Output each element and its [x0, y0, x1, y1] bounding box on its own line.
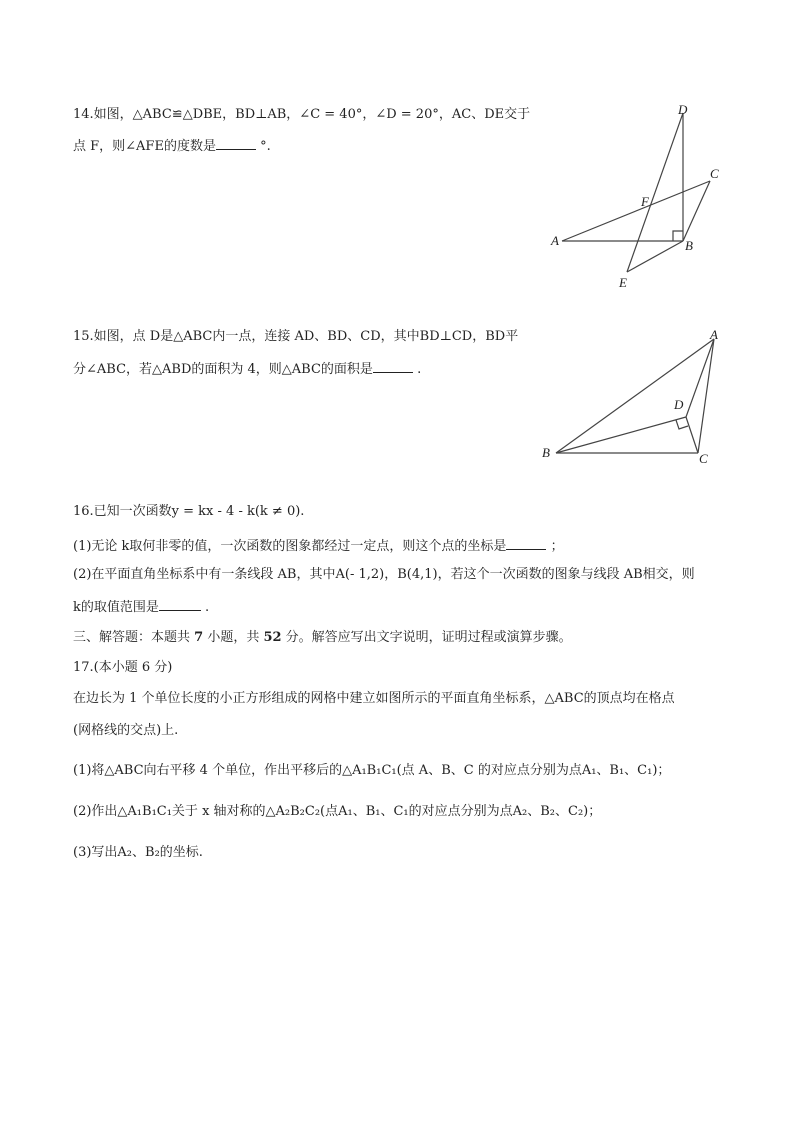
q16-part2: (2)在平面直角坐标系中有一条线段 AB，其中A(- 1,2)，B(4,1)，若这个一次函数的图象与线段 AB相交，则	[73, 567, 695, 582]
q16-part2b-text: k的取值范围是	[73, 600, 159, 615]
q14-right-angle-mark	[673, 231, 683, 241]
q14-answer-blank	[216, 136, 256, 150]
q14-line2-end: °.	[260, 139, 271, 154]
q15-segment-BD	[556, 417, 686, 453]
q15-segment-AC	[698, 339, 714, 453]
q14-label-E: E	[619, 275, 627, 290]
q17-intro1: 在边长为 1 个单位长度的小正方形组成的网格中建立如图所示的平面直角坐标系，△ABC的顶点均在格点	[73, 691, 675, 706]
q15-answer-blank	[373, 359, 413, 373]
q14-label-A: A	[551, 233, 559, 248]
q17-part1: (1)将△ABC向右平移 4 个单位，作出平移后的△A₁B₁C₁(点 A、B、C 的对应点分别为点A₁、B₁、C₁)；	[73, 763, 671, 778]
q14-line2-text: 点 F，则∠AFE的度数是	[73, 139, 216, 154]
q15-figure	[535, 322, 735, 472]
q15-line2-end: .	[417, 362, 422, 377]
q16-line1: 16.已知一次函数y = kx - 4 - k(k ≠ 0).	[73, 504, 305, 519]
q15-segment-DC	[686, 417, 698, 453]
q17-intro2: (网格线的交点)上.	[73, 723, 179, 738]
q15-segment-AB	[556, 339, 714, 453]
q14-segment-AC	[562, 181, 710, 241]
section3-heading	[73, 629, 572, 647]
q15-right-angle-mark	[676, 420, 688, 429]
q16-part1-end: ；	[550, 539, 564, 554]
section3-heading-c: 分。解答应写出文字说明，证明过程或演算步骤。	[281, 630, 572, 645]
q14-label-D: D	[678, 102, 688, 117]
q14-line2	[73, 136, 271, 156]
q16-part2b	[73, 597, 209, 617]
section3-heading-a: 三、解答题：本题共	[73, 630, 195, 645]
q16-part1-text: (1)无论 k取何非零的值，一次函数的图象都经过一定点，则这个点的坐标是	[73, 539, 507, 554]
q15-line1: 15.如图，点 D是△ABC内一点，连接 AD、BD、CD，其中BD⊥CD，BD平	[73, 329, 519, 344]
section3-heading-b: 小题，共	[203, 630, 264, 645]
q17-part2: (2)作出△A₁B₁C₁关于 x 轴对称的△A₂B₂C₂(点A₁、B₁、C₁的对应点分别为点A₂、B₂、C₂)；	[73, 804, 602, 819]
q14-figure	[540, 98, 730, 294]
q14-label-F: F	[641, 194, 649, 209]
q14-segment-EB	[627, 241, 683, 272]
q15-line2-text: 分∠ABC，若△ABD的面积为 4，则△ABC的面积是	[73, 362, 373, 377]
q14-label-C: C	[710, 166, 719, 181]
q16-part2b-end: .	[205, 600, 210, 615]
q15-label-B: B	[542, 445, 550, 460]
q15-label-C: C	[699, 451, 708, 466]
q16-part1-blank	[506, 536, 546, 550]
section3-num-questions: 7	[194, 630, 204, 645]
q15-line2	[73, 359, 421, 379]
q15-label-D: D	[674, 397, 684, 412]
q16-part2-blank	[159, 597, 201, 611]
q14-label-B: B	[685, 238, 693, 253]
q17-title: 17.(本小题 6 分)	[73, 660, 173, 675]
q15-label-A: A	[710, 327, 718, 342]
q14-line1: 14.如图，△ABC≌△DBE，BD⊥AB，∠C = 40°，∠D = 20°，AC、DE交于	[73, 107, 531, 122]
section3-num-points: 52	[263, 630, 282, 645]
q15-segment-AD	[686, 339, 714, 417]
q14-segment-DE	[627, 113, 683, 272]
q16-part1	[73, 536, 564, 556]
q17-part3: (3)写出A₂、B₂的坐标.	[73, 845, 203, 860]
